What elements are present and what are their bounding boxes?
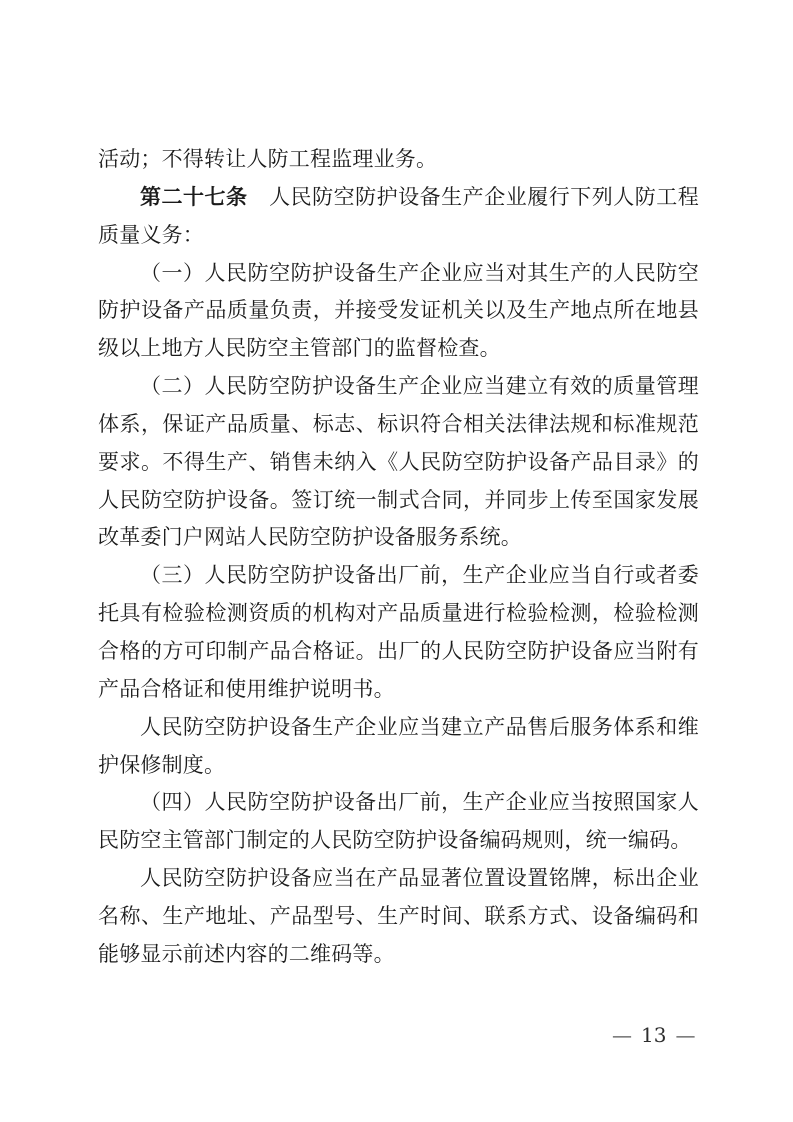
paragraph-item-3: （三）人民防空防护设备出厂前，生产企业应当自行或者委托具有检验检测资质的机构对产品质量进行检验检测，检验检测合格的方可印制产品合格证。出厂的人民防空防护设备应当附有产品合格证和使用维护说明书。 xyxy=(98,563,699,701)
paragraph-article-27: 第二十七条 人民防空防护设备生产企业履行下列人防工程质量义务： xyxy=(98,184,699,247)
paragraph-item-4: （四）人民防空防护设备出厂前，生产企业应当按照国家人民防空主管部门制定的人民防空防护设备编码规则，统一编码。 xyxy=(98,790,699,853)
document-body xyxy=(98,141,699,974)
article-number: 第二十七条 xyxy=(140,184,248,209)
paragraph-item-2: （二）人民防空防护设备生产企业应当建立有效的质量管理体系，保证产品质量、标志、标识符合相关法律法规和标准规范要求。不得生产、销售未纳入《人民防空防护设备产品目录》的人民防空防护设备。签订统一制式合同，并同步上传至国家发展改革委门户网站人民防空防护设备服务系统。 xyxy=(98,374,699,550)
page-footer xyxy=(612,1022,695,1048)
page-number: 13 xyxy=(641,1023,667,1047)
paragraph-continuation: 活动；不得转让人防工程监理业务。 xyxy=(98,147,438,171)
footer-dash-left: — xyxy=(612,1023,632,1047)
footer-dash-right: — xyxy=(675,1023,696,1047)
paragraph-nameplate: 人民防空防护设备应当在产品显著位置设置铭牌，标出企业名称、生产地址、产品型号、生产时间、联系方式、设备编码和能够显示前述内容的二维码等。 xyxy=(98,866,699,966)
paragraph-item-1: （一）人民防空防护设备生产企业应当对其生产的人民防空防护设备产品质量负责，并接受发证机关以及生产地点所在地县级以上地方人民防空主管部门的监督检查。 xyxy=(98,260,699,361)
paragraph-aftersale-service: 人民防空防护设备生产企业应当建立产品售后服务体系和维护保修制度。 xyxy=(98,714,699,777)
